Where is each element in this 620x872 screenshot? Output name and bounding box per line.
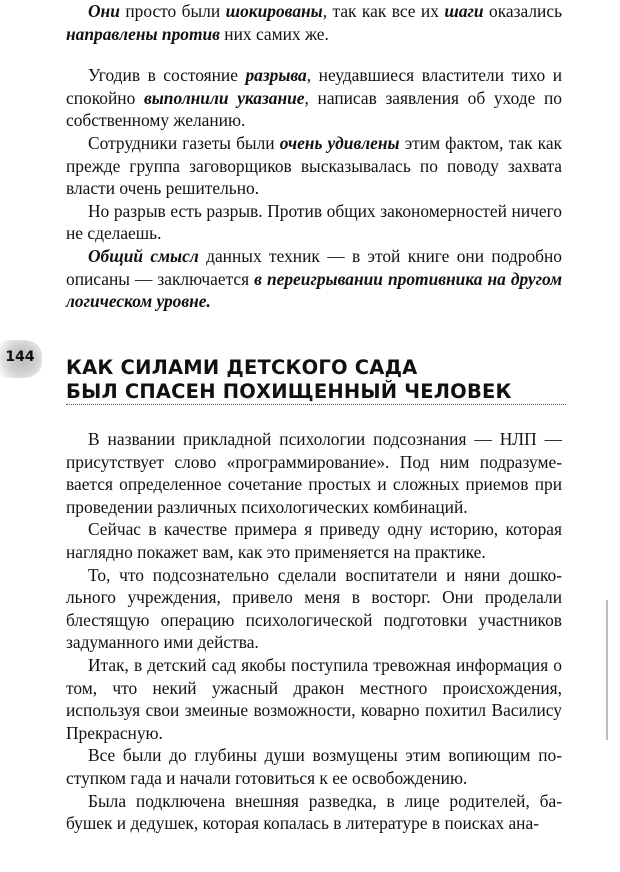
paragraph-text: Угодив в состояние <box>88 65 246 86</box>
paragraph-intelligence: Была подключена внешняя разведка, в лице родителей, бабушек и дедушек, которая копалась в литературе в поисках ана- <box>66 790 562 834</box>
paragraph-text: оказались <box>483 1 563 21</box>
page-number: 144 <box>5 349 35 365</box>
scan-edge-mark <box>606 600 608 740</box>
emphasis-text: очень удивлены <box>279 132 400 153</box>
emphasis-text: шокированы <box>225 1 323 21</box>
paragraph-text: этим фактом, так как прежде группа заговорщиков высказывалась по поводу захвата власти очень решительно. <box>66 132 562 199</box>
emphasis-text: шаги <box>444 1 484 21</box>
emphasis-text: Общий смысл <box>88 245 199 266</box>
paragraph-text: , написав заявления об уходе по собственному желанию. <box>66 87 562 131</box>
emphasis-text: разрыва <box>245 65 307 86</box>
paragraph-text: , неудавшиеся властители тихо и спокойно <box>66 65 562 108</box>
emphasis-text: в переигрывании противника на другом логическом уровне. <box>66 268 562 312</box>
paragraph-nlp: В названии прикладной психологии подсознания — НЛП — присутствует слово «программирование». Под ним подразумевается определенное сочетание простых и сложных приемов при проведении различных психологических комбинаций. <box>66 429 562 517</box>
paragraph-text: просто были <box>119 1 226 21</box>
top-text-section <box>66 0 562 313</box>
section-heading-line-2: БЫЛ СПАСЕН ПОХИЩЕННЫЙ ЧЕЛОВЕК <box>66 380 512 403</box>
paragraph-example: Сейчас в качестве примера я приведу одну историю, которая наглядно покажет вам, как это применяется на практике. <box>66 519 562 562</box>
paragraph-text: Сотрудники газеты были <box>88 132 280 153</box>
emphasis-text: Они <box>88 1 120 21</box>
story-text-section <box>66 428 562 835</box>
heading-divider <box>66 404 566 405</box>
paragraph-dragon: Итак, в детский сад якобы поступила тревожная информация о том, что некий ужасный дракон местного происхождения, используя свои змеиные возможности, коварно похитил Василису Прекрасную. <box>66 654 562 743</box>
paragraph-general-meaning <box>66 245 562 313</box>
paragraph-text: них самих же. <box>219 23 329 44</box>
paragraph-text: , так как все их <box>322 1 445 21</box>
paragraph-kindergarten: То, что подсознательно сделали воспитатели и няни дошкольного учреждения, привело меня в восторг. Они проделали блестящую операцию психологической подготовки участников задуманного ими действа. <box>66 564 562 653</box>
emphasis-text: выполнили указание <box>143 87 305 108</box>
paragraph-text: данных техник — в этой книге они подробно описаны — заключается <box>66 245 562 289</box>
paragraph-rupture <box>66 64 562 132</box>
emphasis-text: направлены против <box>66 23 220 44</box>
section-heading <box>66 356 566 404</box>
paragraph-shock <box>66 0 562 45</box>
section-heading-line-1: КАК СИЛАМИ ДЕТСКОГО САДА <box>66 356 418 379</box>
paragraph-outrage: Все были до глубины души возмущены этим вопиющим поступком гада и начали готовиться к ее освобождению. <box>66 745 562 788</box>
paragraph-rupture-rule: Но разрыв есть разрыв. Против общих закономерностей ничего не сделаешь. <box>66 200 562 244</box>
paragraph-newspaper <box>66 132 562 200</box>
